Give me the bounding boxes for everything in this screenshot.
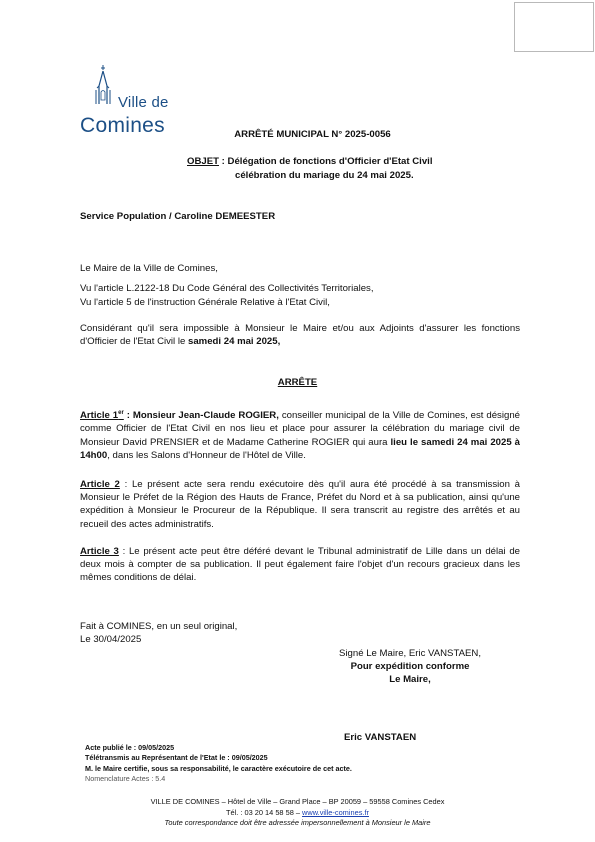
- article-3-text: : Le présent acte peut être déféré devant le Tribunal administratif de Lille dans un délai de deux mois à compter de sa publication. Il peut également faire l'objet d'un recours gracieux dans les mêmes conditions de délai.: [80, 546, 520, 584]
- preamble-line-2: Vu l'article L.2122-18 Du Code Général des Collectivités Territoriales,: [80, 283, 374, 295]
- signature-line-1: Signé Le Maire, Eric VANSTAEN,: [339, 648, 481, 659]
- footer-note: Toute correspondance doit être adressée impersonnellement à Monsieur le Maire: [164, 818, 431, 828]
- executory-certification: M. le Maire certifie, sous sa responsabilité, le caractère exécutoire de cet acte.: [85, 763, 352, 773]
- article-1-label: Article 1er: [80, 410, 124, 422]
- logo-comines-text: Comines: [80, 114, 165, 137]
- arrete-number: ARRÊTÉ MUNICIPAL N° 2025-0056: [234, 129, 391, 140]
- signature-line-2: Pour expédition conforme: [350, 661, 470, 673]
- article-3-label: Article 3: [80, 546, 119, 557]
- article-1-date: lieu le samedi 24 mai 2025 à 14h00: [80, 436, 521, 461]
- article-1: [80, 407, 520, 462]
- objet-label: OBJET: [187, 156, 219, 167]
- article-2-label: Article 2: [80, 479, 120, 490]
- logo-ville-text: Ville de: [118, 94, 169, 111]
- considerant-text: Considérant qu'il sera impossible à Monsieur le Maire et/ou aux Adjoints d'assurer les fonctions d'Officier de l'Etat Civil le: [80, 322, 520, 347]
- arrete-heading: ARRÊTE: [277, 377, 318, 388]
- fait-date: Le 30/04/2025: [80, 634, 142, 646]
- footer-tel: Tél. : 03 20 14 58 58 –: [226, 807, 303, 817]
- preamble-line-1: Le Maire de la Ville de Comines,: [80, 263, 218, 274]
- church-spire-icon: [88, 64, 118, 108]
- considerant-paragraph: [80, 322, 520, 348]
- objet-line-2: célébration du mariage du 24 mai 2025.: [235, 170, 414, 181]
- preamble: [80, 262, 520, 348]
- article-2: [80, 478, 520, 531]
- objet-text: : Délégation de fonctions d'Officier d'Etat Civil: [219, 156, 433, 167]
- publication-date: Acte publié le : 09/05/2025: [85, 743, 175, 752]
- objet-line: [187, 155, 433, 168]
- service-line: Service Population / Caroline DEMEESTER: [80, 211, 276, 222]
- nomenclature: Nomenclature Actes : 5.4: [85, 774, 166, 784]
- fait-line: Fait à COMINES, en un seul original,: [80, 621, 238, 632]
- signature-line-3: Le Maire,: [389, 674, 431, 686]
- footer-address-block: [0, 797, 595, 829]
- fait-block: [80, 620, 237, 646]
- article-1-text: conseiller municipal de la Ville de Comines, est désigné comme Officier de l'Etat Civil en nos lieu et place pour assurer la célébration du mariage civil de Monsieur David PRENSIER et de Madame Catherine ROGIER qui aura: [80, 410, 520, 448]
- footer-contact: [0, 808, 595, 819]
- article-2-text: : Le présent acte sera rendu exécutoire dès qu'il aura été procédé à sa transmission à Monsieur le Préfet de la Région des Hauts de France, Préfet du Nord et à sa publication, ainsi qu'une expédition à Monsieur le Procureur de la République. Il sera transcrit au registre des arrêtés et au recueil des actes administratifs.: [80, 479, 520, 530]
- considerant-date: samedi 24 mai 2025,: [188, 335, 281, 347]
- article-3: [80, 545, 520, 585]
- teletransmission-date: Télétransmis au Représentant de l'Etat le : 09/05/2025: [85, 753, 268, 763]
- stamp-box: [514, 2, 594, 52]
- preamble-line-3: Vu l'article 5 de l'instruction Générale Relative à l'Etat Civil,: [80, 297, 330, 309]
- signature-block: [300, 647, 520, 687]
- footer-address: VILLE DE COMINES – Hôtel de Ville – Grand Place – BP 20059 – 59558 Comines Cedex: [150, 797, 445, 806]
- footer-website-link[interactable]: www.ville-comines.fr: [302, 807, 369, 817]
- article-1-bold: : Monsieur Jean-Claude ROGIER,: [123, 410, 279, 422]
- signatory-name: Eric VANSTAEN: [344, 732, 417, 743]
- publication-block: [85, 743, 352, 785]
- article-1-text-end: , dans les Salons d'Honneur de l'Hôtel de Ville.: [107, 449, 306, 461]
